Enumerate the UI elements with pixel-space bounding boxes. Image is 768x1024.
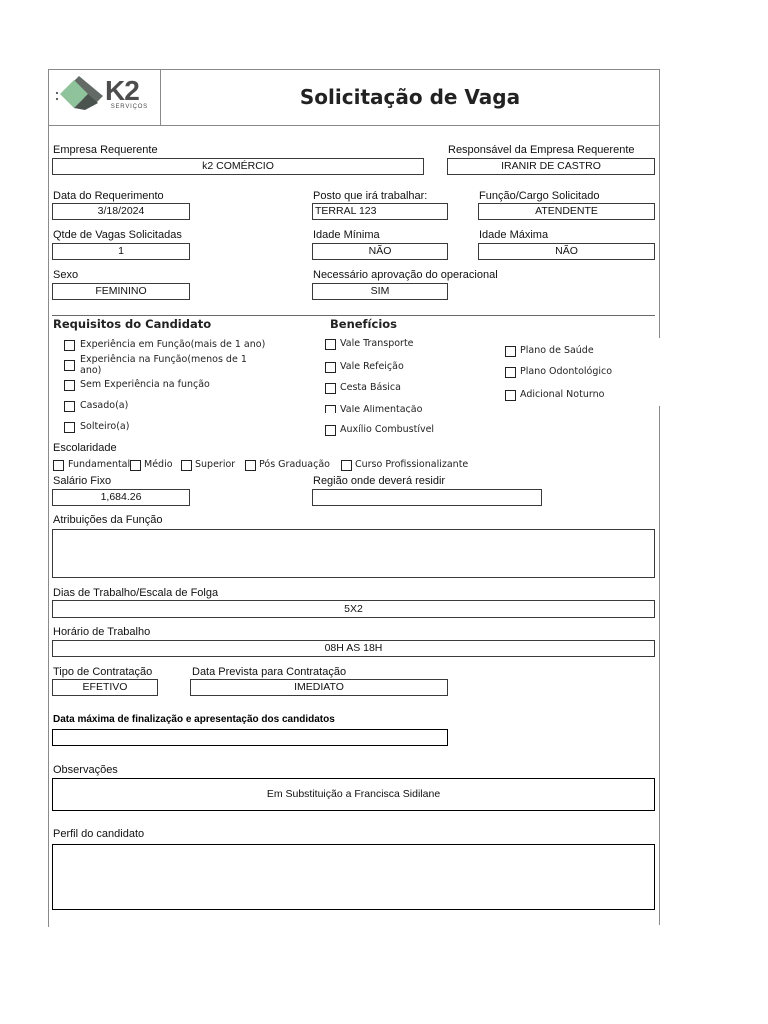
data-maxima-label: Data máxima de finalização e apresentação dos candidatos [53,714,335,725]
qtde-vagas-field[interactable]: 1 [52,243,190,260]
beneficio-checkbox[interactable] [325,383,336,394]
aprovacao-label: Necessário aprovação do operacional [313,269,498,281]
aprovacao-field[interactable]: SIM [312,283,448,300]
data-prevista-field[interactable]: IMEDIATO [190,679,448,696]
header-bottom-border [48,125,660,126]
requisito-label: Solteiro(a) [80,421,130,432]
atribuicoes-field[interactable] [52,529,655,578]
beneficio-label: Vale Transporte [340,338,414,349]
idade-maxima-label: Idade Máxima [479,229,549,241]
escolaridade-checkbox[interactable] [245,460,256,471]
escolaridade-option-label: Médio [144,459,173,470]
funcao-label: Função/Cargo Solicitado [479,190,600,202]
data-requerimento-label: Data do Requerimento [53,190,164,202]
escolaridade-checkbox[interactable] [130,460,141,471]
empresa-requerente-field[interactable]: k2 COMÉRCIO [52,158,424,175]
salario-label: Salário Fixo [53,475,112,487]
horario-field[interactable]: 08H AS 18H [52,640,655,657]
requisito-checkbox[interactable] [64,422,75,433]
regiao-field[interactable] [312,489,542,506]
data-maxima-field[interactable] [52,729,448,746]
beneficio-label: Plano de Saúde [520,345,594,356]
perfil-field[interactable] [52,844,655,910]
observacoes-field[interactable]: Em Substituição a Francisca Sidilane [52,778,655,811]
escolaridade-checkbox[interactable] [341,460,352,471]
perfil-label: Perfil do candidato [53,828,145,840]
escolaridade-option-label: Pós Graduação [259,459,330,470]
tipo-contratacao-label: Tipo de Contratação [53,666,153,678]
page-title: Solicitação de Vaga [299,85,521,109]
section-divider [52,315,655,316]
beneficios-title: Benefícios [330,317,398,331]
regiao-label: Região onde deverá residir [313,475,446,487]
qtde-vagas-label: Qtde de Vagas Solicitadas [53,229,182,241]
frame-right-border [659,69,660,925]
logo-dot-icon [56,98,58,100]
escolaridade-option-label: Curso Profissionalizante [355,459,469,470]
idade-minima-field[interactable]: NÃO [312,243,448,260]
logo-tagline: SERVIÇOS [110,104,148,110]
data-prevista-label: Data Prevista para Contratação [192,666,347,678]
requisito-label: Sem Experiência na função [80,379,210,390]
sexo-label: Sexo [53,269,79,281]
beneficio-label: Adicional Noturno [520,389,605,400]
sexo-field[interactable]: FEMININO [52,283,190,300]
requisito-checkbox[interactable] [64,401,75,412]
funcao-field[interactable]: ATENDENTE [478,203,655,220]
horario-label: Horário de Trabalho [53,626,151,638]
responsavel-label: Responsável da Empresa Requerente [448,144,635,156]
beneficio-item[interactable] [325,405,445,413]
atribuicoes-label: Atribuições da Função [53,514,163,526]
escolaridade-checkbox[interactable] [53,460,64,471]
benefits-overlay-panel [655,338,667,406]
company-logo [52,72,156,120]
beneficio-label: Auxílio Combustível [340,424,435,435]
idade-minima-label: Idade Mínima [313,229,380,241]
dias-trabalho-label: Dias de Trabalho/Escala de Folga [53,587,219,599]
tipo-contratacao-field[interactable]: EFETIVO [52,679,158,696]
requisito-label: Casado(a) [80,400,129,411]
escolaridade-checkbox[interactable] [181,460,192,471]
beneficio-label: Plano Odontológico [520,366,613,377]
beneficio-label: Cesta Básica [340,382,401,393]
beneficio-checkbox[interactable] [325,425,336,436]
observacoes-label: Observações [53,764,118,776]
beneficio-checkbox[interactable] [325,339,336,350]
responsavel-field[interactable]: IRANIR DE CASTRO [447,158,655,175]
beneficio-checkbox[interactable] [325,362,336,373]
requisito-checkbox[interactable] [64,360,75,371]
beneficio-label: Vale Alimentação [340,405,423,413]
posto-field[interactable]: TERRAL 123 [312,203,448,220]
data-requerimento-field[interactable]: 3/18/2024 [52,203,190,220]
escolaridade-label: Escolaridade [53,442,117,454]
beneficio-checkbox[interactable] [325,405,336,413]
beneficio-checkbox[interactable] [505,367,516,378]
beneficio-checkbox[interactable] [505,390,516,401]
salario-field[interactable]: 1,684.26 [52,489,190,506]
requisito-checkbox[interactable] [64,340,75,351]
requisitos-title: Requisitos do Candidato [53,317,212,331]
beneficio-checkbox[interactable] [505,346,516,357]
requisito-label: Experiência na Função(menos de 1 ano) [80,354,247,376]
frame-left-border [48,69,49,927]
escolaridade-option-label: Superior [195,459,236,470]
requisito-checkbox[interactable] [64,380,75,391]
dias-trabalho-field[interactable]: 5X2 [52,600,655,618]
requisito-label: Experiência em Função(mais de 1 ano) [80,339,266,350]
idade-maxima-field[interactable]: NÃO [478,243,655,260]
escolaridade-option-label: Fundamental [68,459,131,470]
logo-name: K2 [105,75,139,106]
beneficio-label: Vale Refeição [340,361,404,372]
logo-dot-icon [56,92,58,94]
frame-top-border [48,69,660,70]
empresa-requerente-label: Empresa Requerente [53,144,158,156]
posto-label: Posto que irá trabalhar: [313,190,428,202]
